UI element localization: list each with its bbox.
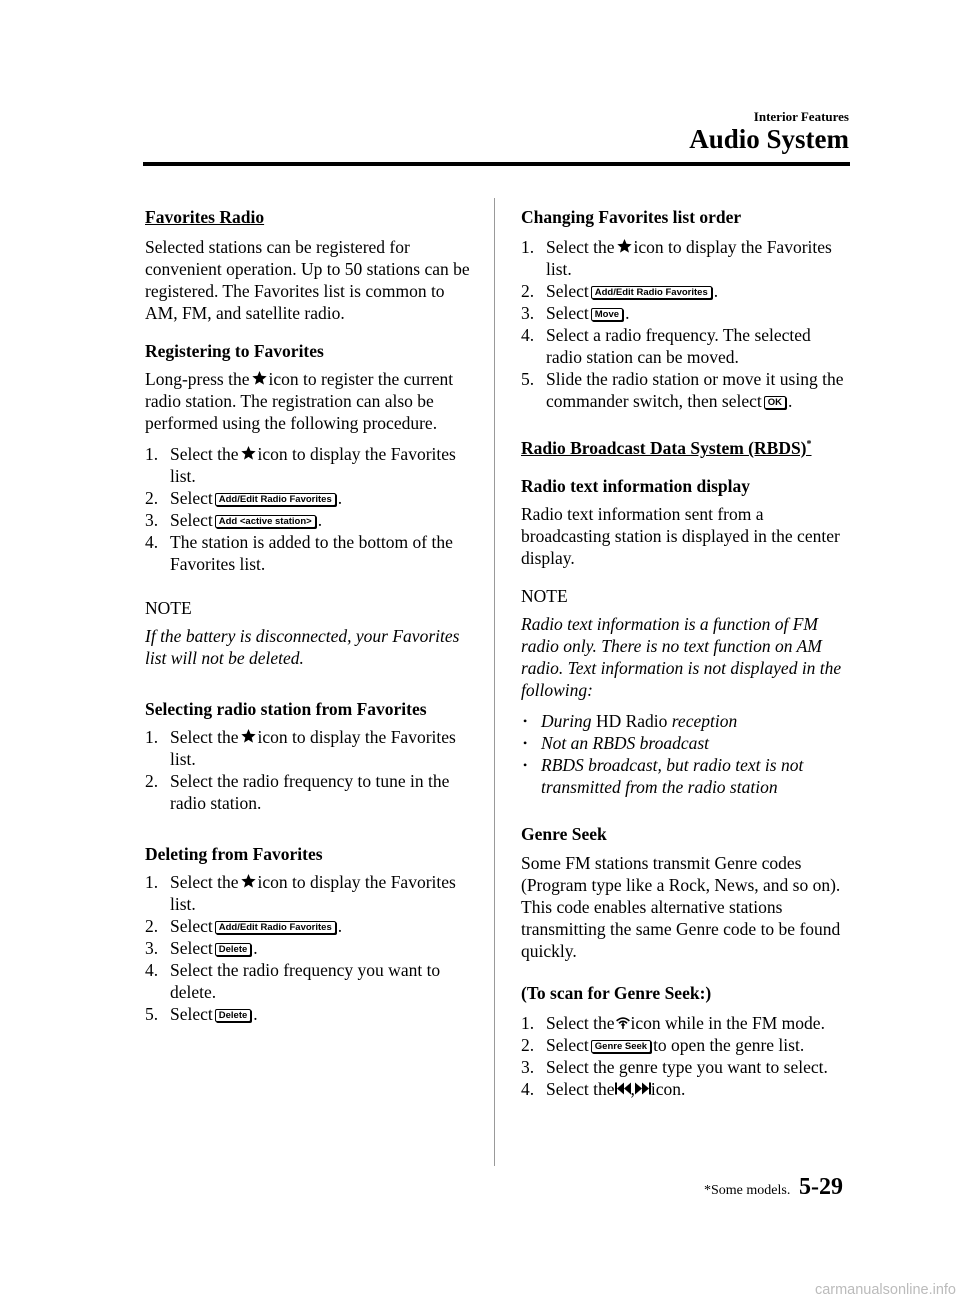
- step-text: Select a radio frequency. The selected radio station can be moved.: [546, 325, 811, 367]
- step-text: Select: [170, 1004, 213, 1024]
- genre-seek-button[interactable]: Genre Seek: [591, 1040, 651, 1053]
- delete-button[interactable]: Delete: [215, 943, 252, 956]
- header-chapter-title: Audio System: [689, 124, 849, 154]
- genre-seek-heading: Genre Seek: [521, 823, 607, 844]
- list-item: [145, 937, 480, 959]
- delete-button[interactable]: Delete: [215, 1009, 252, 1022]
- changing-order-heading: Changing Favorites list order: [521, 207, 742, 227]
- step-number: 5.: [145, 1004, 159, 1024]
- step-text: to open the genre list.: [653, 1034, 805, 1055]
- registering-heading: Registering to Favorites: [145, 341, 324, 361]
- seek-forward-icon: [635, 1082, 651, 1095]
- step-text: Select: [170, 916, 213, 936]
- step-number: 4.: [145, 532, 159, 552]
- step-text: icon while in the FM mode.: [630, 1012, 825, 1033]
- note-label: NOTE: [145, 598, 192, 618]
- genre-seek-body: Some FM stations transmit Genre codes (Program type like a Rock, News, and so on). This code enables alternative stations transmitting the same Genre code to be found quickly.: [521, 852, 841, 961]
- bullet-text: Not an RBDS broadcast: [541, 732, 710, 753]
- step-text: Slide the radio station or move it using the commander switch, then select: [546, 369, 844, 411]
- registering-steps: [145, 443, 480, 575]
- list-item: [521, 324, 851, 368]
- step-text: .: [713, 281, 719, 301]
- step-text: .: [253, 1004, 258, 1024]
- list-item: [521, 1034, 851, 1056]
- radio-text-body: Radio text information sent from a broadcasting station is displayed in the center display.: [521, 503, 840, 568]
- list-item: [521, 710, 851, 732]
- rbds-heading: [521, 434, 851, 459]
- step-number: 1.: [145, 727, 159, 747]
- ok-button[interactable]: OK: [764, 396, 786, 409]
- icon-separator: ,: [630, 1078, 635, 1099]
- list-item: [521, 754, 851, 798]
- list-item: [521, 1012, 851, 1034]
- step-number: 2.: [145, 488, 159, 508]
- list-item: [521, 1078, 851, 1100]
- favorites-radio-heading: Favorites Radio: [145, 207, 265, 227]
- bullet-text: During: [541, 710, 592, 731]
- step-text: Select the: [170, 727, 239, 747]
- step-text: .: [788, 391, 793, 411]
- add-edit-radio-favorites-button[interactable]: Add/Edit Radio Favorites: [215, 921, 336, 934]
- step-number: 4.: [145, 960, 159, 980]
- step-text: Select: [546, 303, 589, 323]
- note-label: NOTE: [521, 585, 568, 606]
- list-item: [145, 915, 480, 937]
- list-item: [521, 302, 851, 324]
- add-active-station-button[interactable]: Add <active station>: [215, 515, 316, 528]
- bullet-text: reception: [671, 710, 738, 731]
- step-text: Select the: [546, 1078, 615, 1099]
- step-text: icon to display the Favorites list.: [546, 237, 832, 279]
- step-text: icon.: [650, 1078, 686, 1099]
- column-divider: [494, 198, 495, 1166]
- step-text: Select the: [546, 1012, 615, 1033]
- list-item: [145, 531, 480, 575]
- step-text: Select: [170, 938, 213, 958]
- step-text: Select the radio frequency you want to delete.: [170, 960, 441, 1002]
- step-number: 3.: [145, 510, 159, 530]
- step-number: 1.: [521, 237, 535, 257]
- step-text: Select: [170, 488, 213, 508]
- list-item: [145, 871, 480, 915]
- watermark: carmanualsonline.info: [814, 1282, 956, 1298]
- list-item: [521, 236, 851, 280]
- selecting-steps: [145, 726, 480, 814]
- move-button[interactable]: Move: [591, 308, 623, 321]
- step-number: 4.: [521, 325, 535, 345]
- radio-tuning-icon: [615, 1016, 631, 1029]
- add-edit-radio-favorites-button[interactable]: Add/Edit Radio Favorites: [591, 286, 712, 299]
- list-item: [145, 443, 480, 487]
- registering-intro-after: icon to register the current radio station. The registration can also be performed using the following procedure.: [145, 369, 454, 433]
- list-item: [145, 770, 480, 814]
- add-edit-radio-favorites-button[interactable]: Add/Edit Radio Favorites: [215, 493, 336, 506]
- step-number: 3.: [145, 938, 159, 958]
- step-text: Select the: [546, 237, 615, 257]
- step-number: 3.: [521, 1056, 535, 1077]
- step-number: 4.: [521, 1078, 535, 1099]
- deleting-steps: [145, 871, 480, 1025]
- step-text: icon to display the Favorites list.: [170, 727, 456, 769]
- seek-back-icon: [615, 1082, 631, 1095]
- favorites-intro: Selected stations can be registered for convenient operation. Up to 50 stations can be registered. The Favorites list is common to AM, FM, and satellite radio.: [145, 237, 470, 323]
- bullet-text: RBDS broadcast, but radio text is not transmitted from the radio station: [541, 754, 804, 797]
- step-text: .: [337, 916, 343, 936]
- favorites-star-icon: [240, 728, 257, 744]
- favorites-star-icon: [251, 370, 268, 386]
- step-number: 3.: [521, 303, 535, 323]
- step-number: 1.: [145, 872, 159, 892]
- some-models-mark: *: [806, 439, 812, 450]
- step-number: 1.: [521, 1012, 535, 1033]
- scan-genre-heading: (To scan for Genre Seek:): [521, 982, 712, 1003]
- list-item: [521, 732, 851, 754]
- step-text: .: [253, 938, 258, 958]
- step-text: Select the radio frequency to tune in the radio station.: [170, 771, 450, 813]
- step-text: Select: [546, 1034, 589, 1055]
- step-text: icon to display the Favorites list.: [170, 872, 456, 914]
- favorites-star-icon: [616, 238, 633, 254]
- radio-text-heading: Radio text information display: [521, 475, 750, 496]
- list-item: [145, 509, 480, 531]
- step-text: Select the: [170, 444, 239, 464]
- note-text: Radio text information is a function of FM radio only. There is no text function on AM radio. Text information is not displayed in the following:: [521, 613, 842, 700]
- rbds-exceptions-list: [521, 710, 851, 798]
- list-item: [145, 726, 480, 770]
- step-number: 2.: [521, 1034, 535, 1055]
- list-item: [521, 368, 851, 412]
- step-text: .: [337, 488, 343, 508]
- page-number: 5-29: [799, 1174, 843, 1200]
- step-text: Select the genre type you want to select.: [546, 1056, 828, 1077]
- step-number: 5.: [521, 369, 535, 389]
- step-number: 2.: [145, 916, 159, 936]
- footnote: *Some models.: [704, 1183, 791, 1198]
- left-column: [145, 205, 480, 1025]
- step-text: .: [317, 510, 323, 530]
- step-number: 1.: [145, 444, 159, 464]
- changing-order-steps: [521, 236, 851, 412]
- header-rule: [143, 162, 850, 166]
- step-text: icon to display the Favorites list.: [170, 444, 456, 486]
- registering-intro: [145, 368, 480, 434]
- step-text: Select: [546, 281, 589, 301]
- selecting-heading: Selecting radio station from Favorites: [145, 699, 427, 719]
- genre-seek-steps: [521, 1012, 851, 1100]
- list-item: [145, 1003, 480, 1025]
- header-section: Interior Features: [753, 109, 849, 124]
- registering-intro-before: Long-press the: [145, 369, 250, 389]
- bullet-text-hd-radio: HD Radio: [595, 710, 668, 731]
- deleting-heading: Deleting from Favorites: [145, 844, 323, 864]
- step-text: Select the: [170, 872, 239, 892]
- step-text: The station is added to the bottom of the Favorites list.: [170, 532, 453, 574]
- favorites-star-icon: [240, 873, 257, 889]
- list-item: [521, 280, 851, 302]
- step-text: .: [625, 303, 630, 323]
- step-text: Select: [170, 510, 213, 530]
- list-item: [521, 1056, 851, 1078]
- note-text: If the battery is disconnected, your Favorites list will not be deleted.: [145, 626, 460, 668]
- rbds-heading-text: Radio Broadcast Data System (RBDS): [521, 437, 807, 458]
- right-column: [521, 205, 851, 1100]
- list-item: [145, 487, 480, 509]
- list-item: [145, 959, 480, 1003]
- step-number: 2.: [145, 771, 159, 791]
- step-number: 2.: [521, 281, 535, 301]
- favorites-star-icon: [240, 445, 257, 461]
